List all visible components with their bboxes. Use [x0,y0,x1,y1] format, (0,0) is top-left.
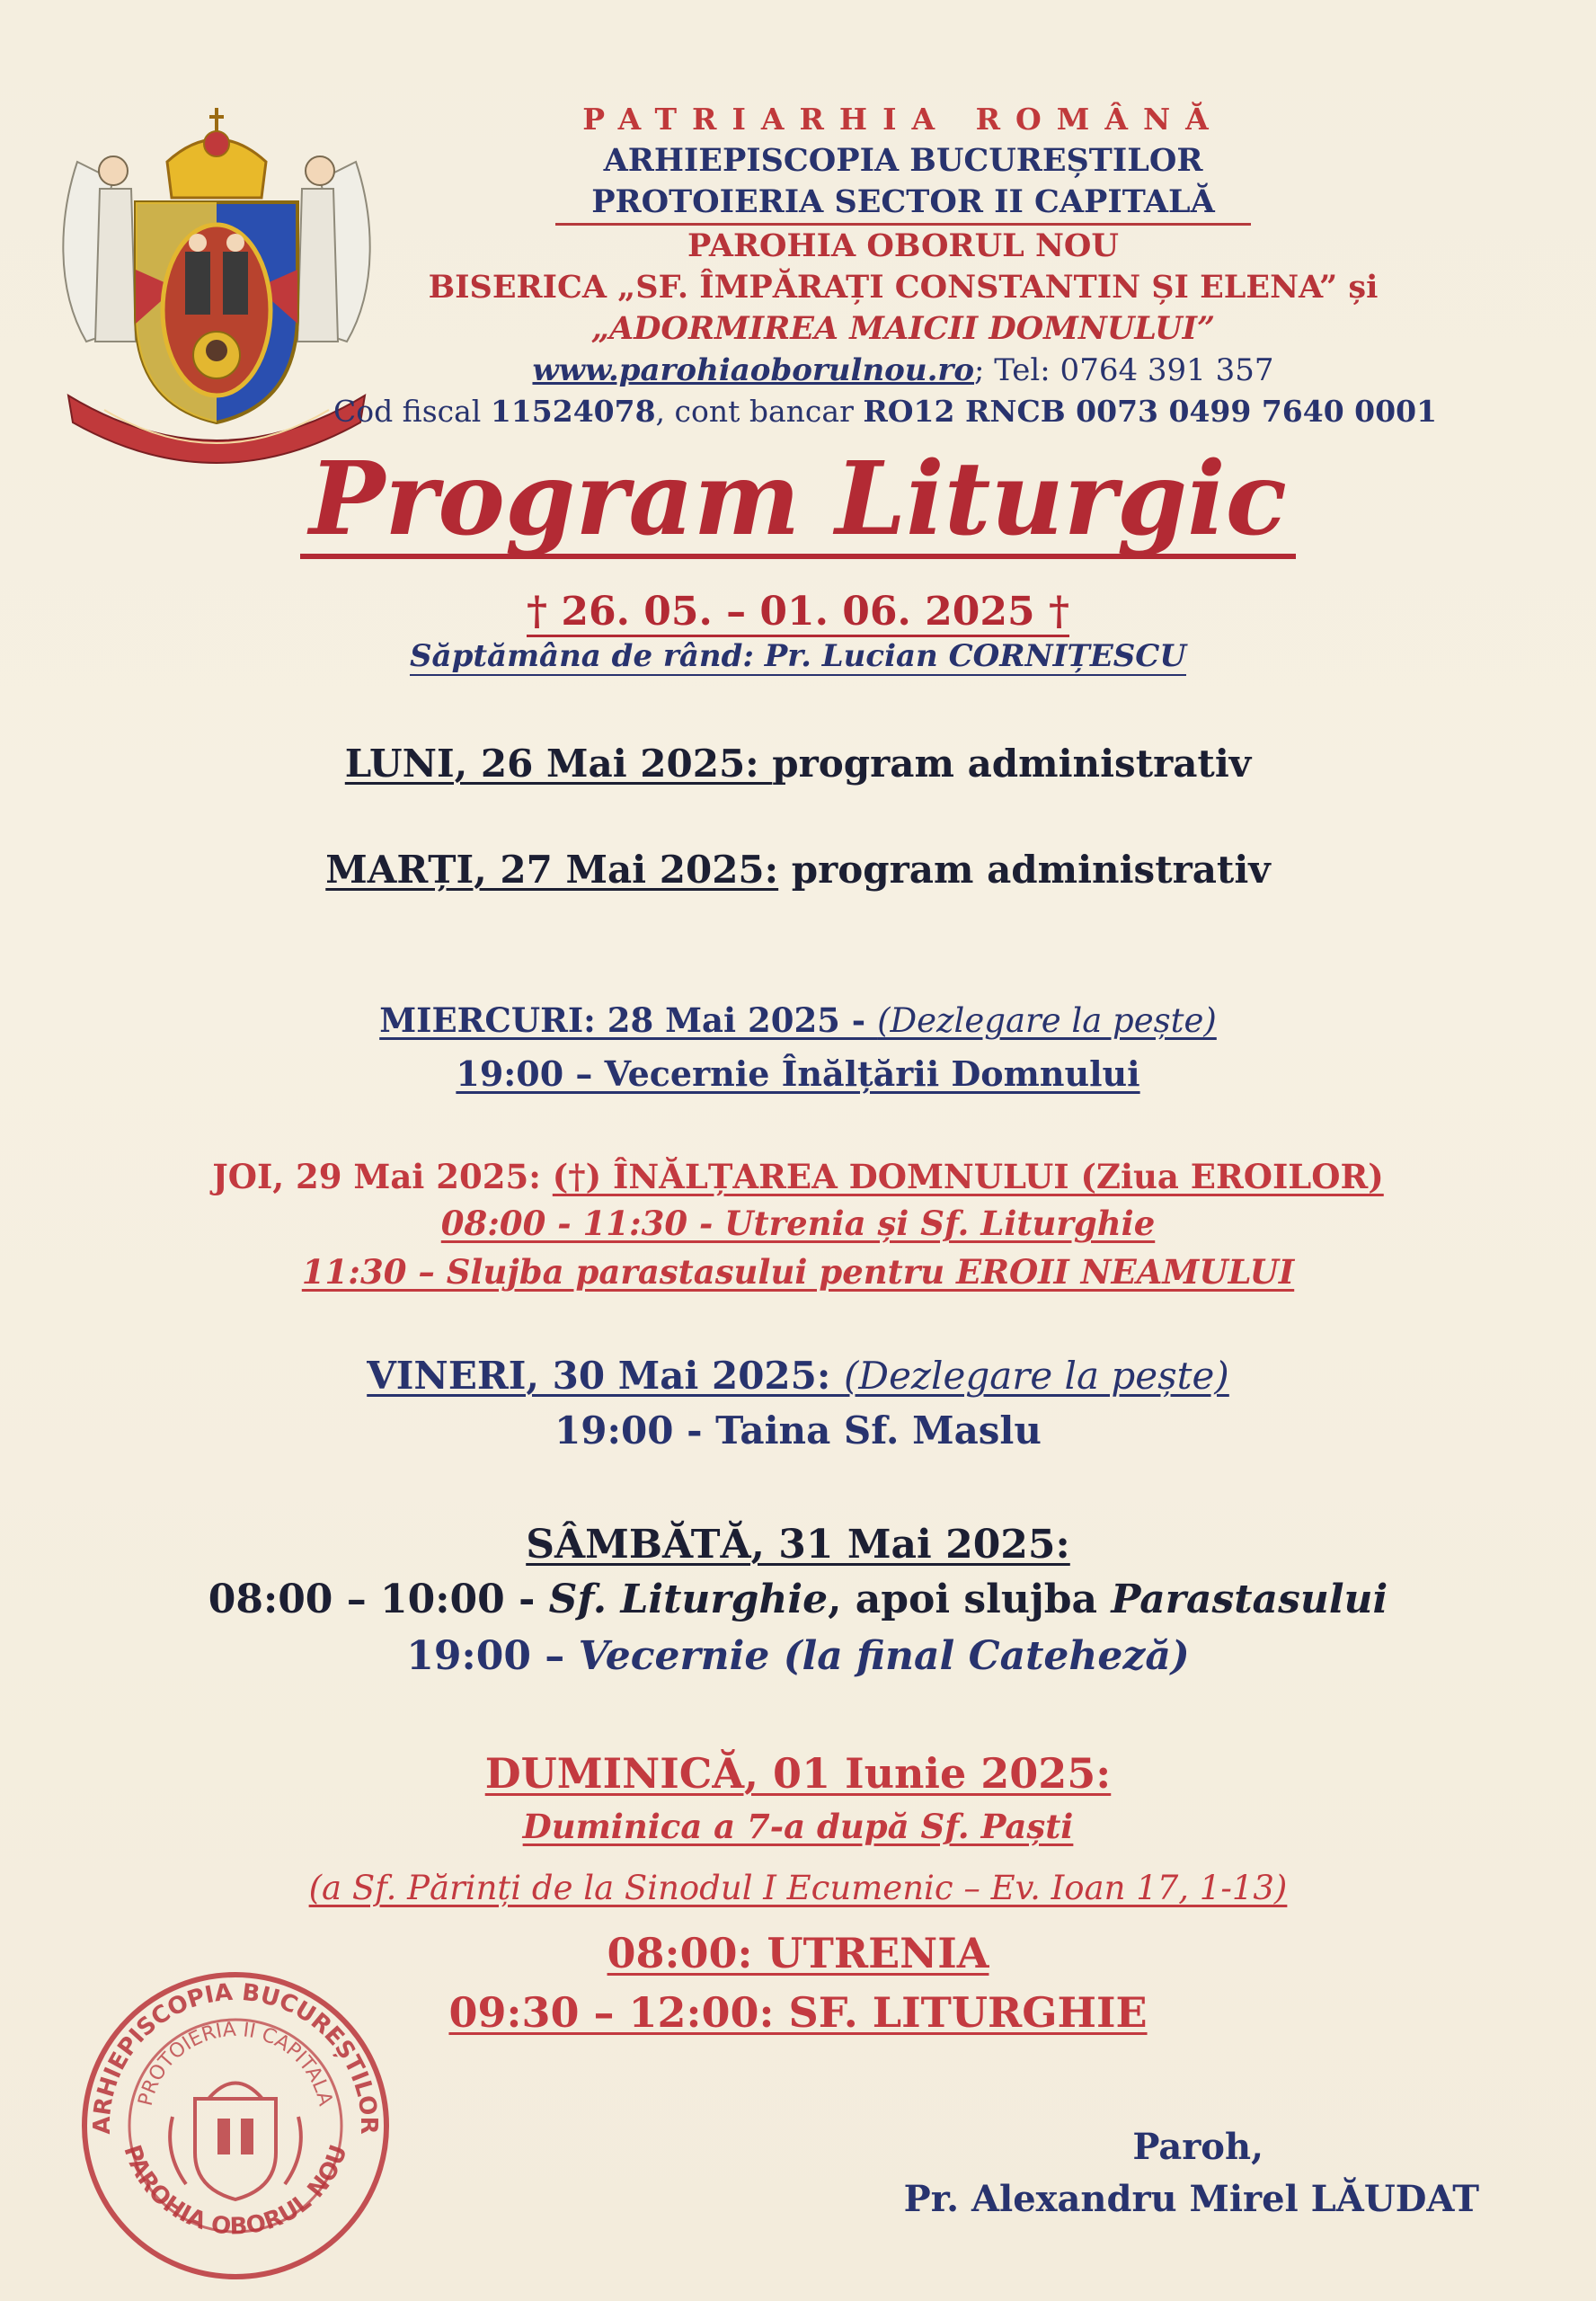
shield-icon [136,202,297,422]
tuesday-text: program administrativ [778,848,1271,892]
thursday-service-2-text: 11:30 – Slujba parastasului pentru EROII NEAMULUI [301,1252,1295,1292]
thursday-day: JOI, 29 Mai 2025: [212,1157,553,1196]
bank-label: , cont bancar [655,394,864,429]
wednesday-service [0,1053,1596,1094]
wednesday-note: (Dezlegare la pește) [877,1001,1217,1040]
fiscal-label: Cod fiscal [332,394,491,429]
sunday-subtitle [0,1807,1596,1846]
saturday-parastas: Parastasului [1111,1577,1388,1622]
saturday-vespers: Vecernie (la final Cateheză) [578,1633,1190,1679]
week-priest-text: Săptămâna de rând: Pr. Lucian CORNIȚESCU [409,638,1186,674]
parish-stamp [74,1964,397,2288]
friday-service [0,1408,1596,1453]
sunday-liturgy: 09:30 – 12:00: SF. LITURGHIE [448,1988,1148,2037]
monday-entry [0,742,1596,786]
sunday-matins: 08:00: UTRENIA [607,1929,989,1977]
right-angel-icon [297,156,370,342]
wednesday-entry [0,1000,1596,1040]
saturday-service-1 [0,1577,1596,1622]
date-range [0,589,1596,635]
sunday-note-text: (a Sf. Părinți de la Sinodul I Ecumenic – Ev. Ioan 17, 1-13) [308,1869,1288,1907]
friday-service-text: 19:00 - Taina Sf. Maslu [554,1408,1042,1453]
parish-header [332,99,1438,432]
monday-text: program administrativ [772,742,1252,786]
saturday-then: , apoi slujba [828,1577,1112,1622]
thursday-entry [0,1157,1596,1196]
signature-name: Pr. Alexandru Mirel LĂUDAT [903,2178,1479,2220]
patriarchate-name: PATRIARHIA ROMÂNĂ [582,102,1224,137]
stamp-crest-icon [170,2083,301,2200]
fiscal-code: 11524078 [490,394,656,429]
thursday-feast: (†) ÎNĂLȚAREA DOMNULUI (Ziua EROILOR) [552,1157,1384,1196]
thursday-service-1 [0,1204,1596,1243]
sunday-subtitle-text: Duminica a 7-a după Sf. Paști [522,1807,1074,1846]
sunday-note [0,1869,1596,1907]
left-angel-icon [63,156,136,342]
saturday-liturgy: Sf. Liturghie [548,1577,829,1622]
parish-name: PAROHIA OBORUL NOU [687,227,1119,264]
fiscal-line [332,391,1438,432]
contact-line [368,350,1438,391]
saturday-entry [0,1522,1596,1568]
sunday-entry [0,1749,1596,1798]
stamp-outer-text: ARHIEPISCOPIA BUCUREȘTILOR [88,1978,383,2135]
deanery-name: PROTOIERIA SECTOR II CAPITALĂ [555,182,1251,226]
monday-day: LUNI, 26 Mai 2025: [344,742,773,786]
saturday-time-2: 19:00 – [406,1633,579,1679]
saturday-time-1: 08:00 – 10:00 - [208,1577,549,1622]
church-name-line1: BISERICA „SF. ÎMPĂRAȚI CONSTANTIN ȘI ELENA” și [428,269,1379,306]
crown-icon [167,108,266,198]
tuesday-day: MARȚI, 27 Mai 2025: [325,848,779,892]
friday-entry [0,1354,1596,1398]
friday-note: (Dezlegare la pește) [844,1354,1229,1398]
church-name-line2: „ADORMIREA MAICII DOMNULUI” [590,310,1216,347]
wednesday-day: MIERCURI: 28 Mai 2025 - [379,1000,878,1040]
bank-account: RO12 RNCB 0073 0499 7640 0001 [863,394,1438,429]
saturday-service-2 [0,1633,1596,1679]
friday-day: VINERI, 30 Mai 2025: [367,1354,845,1398]
phone-text: ; Tel: 0764 391 357 [974,352,1274,388]
page-title [0,440,1596,559]
thursday-service-1-text: 08:00 - 11:30 - Utrenia și Sf. Liturghie [440,1204,1156,1243]
wednesday-service-text: 19:00 – Vecernie Înălțării Domnului [456,1053,1140,1094]
week-priest [0,638,1596,674]
stamp-bottom-text: PAROHIA OBORUL NOU [118,2141,353,2241]
archdiocese-name: ARHIEPISCOPIA BUCUREȘTILOR [603,142,1203,179]
website-link[interactable]: www.parohiaoborulnou.ro [532,352,974,388]
date-range-text: † 26. 05. – 01. 06. 2025 † [527,589,1069,637]
sunday-day: DUMINICĂ, 01 Iunie 2025: [484,1749,1112,1798]
page-title-text: Program Liturgic [300,446,1296,559]
thursday-service-2 [0,1252,1596,1292]
stamp-inner-text: PROTOIERIA II CAPITALA [134,2018,337,2109]
signature-block [904,2121,1479,2225]
saturday-day: SÂMBĂTĂ, 31 Mai 2025: [526,1522,1070,1568]
signature-role: Paroh, [1132,2126,1264,2168]
tuesday-entry [0,848,1596,892]
